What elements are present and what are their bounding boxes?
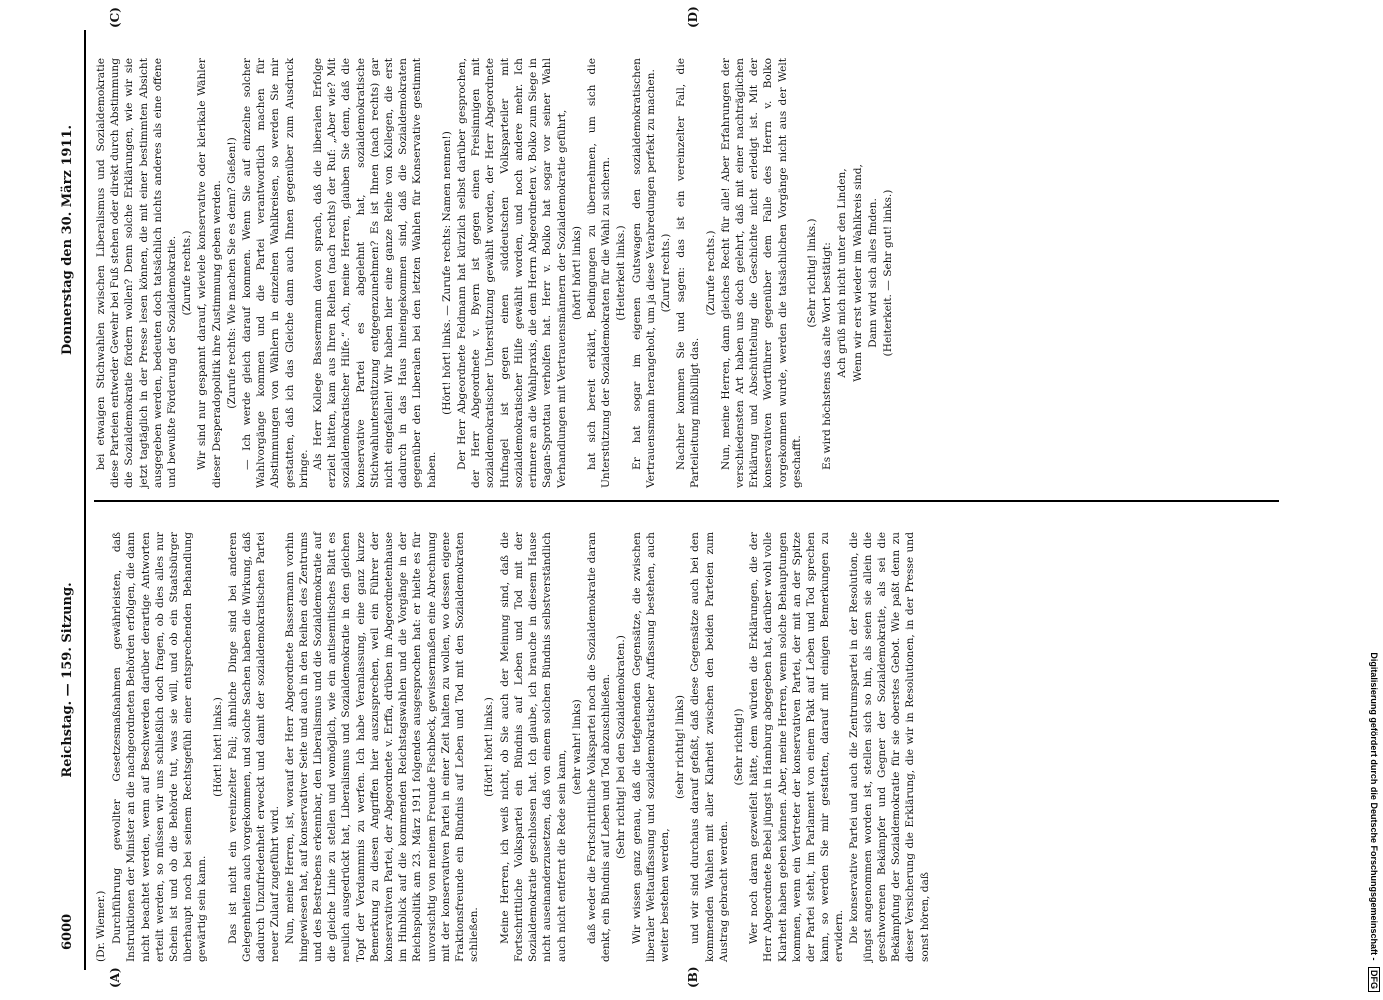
margin-mark-d: (D)	[686, 6, 700, 28]
interjection: (Zurufe rechts: Wie machen Sie es denn? Gießen!)	[225, 137, 238, 409]
dfg-logo: DFG	[1368, 967, 1380, 992]
paragraph: — Ich werde gleich darauf kommen. Wenn Sie auf einzelne solcher Wahlvorgänge kommen und die Partei verantwortlich machen für Abstimmungen von Wählern in einzelnen Wahlkreisen, so werden Sie mir gestatten, daß ich das Gleiche dann auch Ihnen gegenüber zum Ausdruck bringe.	[241, 58, 310, 488]
left-column	[94, 532, 932, 962]
margin-mark-c: (C)	[108, 7, 122, 28]
paragraph: Nun, meine Herren, ist, worauf der Herr Abgeordnete Bassermann vorhin hingewiesen hat, auf konservativer Seite und auch in den Reihen des Zentrums und des Bestrebens erkennbar, den Liberalismus und die Sozialdemokratie auf die gleiche Linie zu stellen und womöglich, wie ein antisemitisches Blatt es neulich ausgedrückt hat, Liberalismus und Sozialdemokratie in den gleichen Topf der Verdammnis zu werfen. Ich habe Veranlassung, eine ganz kurze Bemerkung zu diesen Angriffen hier auszusprechen, weil ein Führer der konservativen Partei, der Abgeordnete v. Erffa, drüben im Abgeordnetenhause im Hinblick auf die kommenden Reichstagswahlen und die Vorgänge in der Reichspolitik am 23. März 1911 folgendes ausgesprochen hat: er hielte es für unvorsichtig von meinem Freunde Fischbeck, gewissermaßen eine Abrechnung mit der konservativen Partei in einer Zeit halten zu wollen, wo dessen eigene Fraktionsfreunde ein Bündnis auf Leben und Tod mit den Sozialdemokraten schließen.	[283, 532, 481, 962]
interjection: (Zurufe rechts.)	[181, 230, 194, 316]
interjection: (Sehr richtig! bei den Sozialdemokraten.)	[615, 635, 628, 859]
paragraph: daß weder die Fortschrittliche Volkspartei noch die Sozialdemokratie daran denkt, ein Bündnis auf Leben und Tod abzuschließen.	[585, 532, 613, 962]
interjection: (sehr richtig! links)	[674, 695, 687, 799]
paragraph: Wir sind nur gespannt darauf, wieviele konservative oder klerikale Wähler dieser Desperadopolitik ihre Zustimmung geben werden.	[196, 58, 223, 488]
paragraph: bei etwaigen Stichwahlen zwischen Liberalismus und Sozialdemokratie diese Parteien entweder Gewehr bei Fuß stehen oder direkt durch Abstimmung die Sozialdemokratie fördern wollen? Denn solche Erklärungen, wie wir sie jetzt tagtäglich in der Presse lesen können, die mit einer bestimmten Absicht ausgegeben werden, bedeuten doch tatsächlich nichts anderes als eine offene und bewußte Förderung der Sozialdemokratie.	[95, 58, 179, 488]
paragraph: Der Herr Abgeordnete Feldmann hat kürzlich selbst darüber gesprochen, der Herr Abgeordnete v. Byern ist gegen einen Freisinnigen mit sozialdemokratischer Unterstützung gewählt worden, der Herr Abgeordnete Hufnagel ist gegen einen süddeutschen Volksparteiler mit sozialdemokratischer Hilfe gewählt worden, und noch andere mehr. Ich erinnere an die Wahlpraxis, die dem Herrn Abgeordneten v. Bolko zum Siege in Sagan-Sprottau verholfen hat. Herr v. Bolko hat sogar vor seiner Wahl Verhandlungen mit Vertrauensmännern der Sozialdemokratie geführt,	[456, 58, 568, 488]
paragraph: Meine Herren, ich weiß nicht, ob Sie auch der Meinung sind, daß die Fortschrittliche Volkspartei ein Bündnis auf Leben und Tod mit der Sozialdemokratie geschlossen hat. Ich glaube, ich brauche in diesem Hause nicht auseinanderzusetzen, daß von einem solchen Bündnis selbstverständlich auch nicht entfernt die Rede sein kann,	[498, 532, 568, 962]
paragraph: Die konservative Partei und auch die Zentrumspartei in der Resolution, die jüngst angenommen worden ist, stellen sich so hin, als seien sie allein die geschworenen Bekämpfer und Gegner der Sozialdemokratie, als sei die Bekämpfung der Sozialdemokratie für sie oberstes Gebot. Wie paßt denn zu dieser Versicherung die Erklärung, die wir in Resolutionen, in der Presse und sonst hören, daß	[847, 532, 931, 962]
paragraph: hat sich bereit erklärt, Bedingungen zu übernehmen, um sich die Unterstützung der Sozialdemokraten für die Wahl zu sichern.	[585, 58, 613, 488]
paragraph: und wir sind durchaus darauf gefaßt, daß diese Gegensätze auch bei den kommenden Wahlen mit aller Klarheit zwischen den beiden Parteien zum Austrag gebracht werden.	[689, 532, 730, 962]
paragraph: Das ist nicht ein vereinzelter Fall; ähnliche Dinge sind bei anderen Gelegenheiten auch vorgekommen, und solche Sachen haben die Wirkung, daß dadurch Unzufriedenheit erweckt und damit der sozialdemokratischen Partei neuer Zulauf zugeführt wird.	[226, 532, 282, 962]
interjection: (Hört! hört! links.)	[483, 697, 496, 797]
column-divider	[94, 500, 1279, 502]
digitization-credit-text: Digitalisierung gefördert durch die Deutsche Forschungsgemeinschaft -	[1369, 652, 1379, 961]
page-number: 6000	[60, 913, 75, 950]
interjection: (Heiterkeit links.)	[615, 225, 628, 321]
right-column	[94, 58, 896, 488]
interjection: (Heiterkeit. — Sehr gut! links.)	[881, 189, 894, 357]
interjection: (Hört! hört! links.)	[211, 697, 224, 797]
margin-mark-b: (B)	[686, 966, 700, 988]
interjection: (Zuruf rechts.)	[659, 233, 672, 313]
speaker-name: (Dr. Wiemer.)	[95, 890, 107, 962]
paragraph: Nachher kommen Sie und sagen: das ist ein vereinzelter Fall, die Parteileitung mißbilligt das.	[675, 58, 702, 488]
interjection: (hört! hört! links)	[570, 226, 583, 321]
interjection: Dann wird sich alles finden.	[866, 198, 879, 348]
margin-mark-a: (A)	[108, 967, 122, 988]
paragraph: Als Herr Kollege Bassermann davon sprach, daß die liberalen Erfolge erzielt hätten, kam aus Ihren Reihen (nach rechts) der Ruf: „Aber wie? Mit sozialdemokratischer Hilfe.“ Ach, meine Herren, glauben Sie denn, daß die konservative Partei es abgelehnt hat, sozialdemokratische Stichwahlunterstützung entgegenzunehmen? Es ist Ihnen (nach rechts) gar nicht eingefallen! Wir haben hier eine ganze Reihe von Kollegen, die erst dadurch in das Haus hineingekommen sind, daß die Sozialdemokraten gegenüber den Liberalen bei den letzten Wahlen für Konservative gestimmt haben.	[312, 58, 438, 488]
interjection: (Sehr richtig!)	[732, 708, 745, 786]
session-heading: Reichstag. — 159. Sitzung.	[60, 582, 75, 778]
paragraph: Wir wissen ganz genau, daß die tiefgehenden Gegensätze, die zwischen liberaler Weltauffassung und sozialdemokratischer Auffassung bestehen, auch weiter bestehen werden,	[630, 532, 671, 962]
paragraph: Nun, meine Herren, dann gleiches Recht für alle! Aber Erfahrungen der verschiedensten Art haben uns doch gelehrt, daß mit einer nachträglichen Erklärung und Abschüttelung die Geschichte nicht erledigt ist. Mit der konservativen Wortführer gegenüber dem Falle des Herrn v. Bolko vorgekommen wurde, werden die tatsächlichen Vorgänge nicht aus der Welt geschafft.	[719, 58, 803, 488]
paragraph: Es wird höchstens das alte Wort bestätigt:	[821, 242, 834, 470]
left-column-text	[110, 532, 932, 962]
interjection: (Zurufe rechts.)	[704, 230, 717, 316]
date-heading: Donnerstag den 30. März 1911.	[60, 124, 75, 356]
paragraph: Wer noch daran gezweifelt hätte, dem würden die Erklärungen, die der Herr Abgeordnete Bebel jüngst in Hamburg abgegeben hat, darüber wohl volle Klarheit haben geben können. Aber, meine Herren, wenn solche Behauptungen kommen, wenn ein Vertreter der konservativen Partei, der mit an der Spitze der Partei steht, im Parlament von einem Pakt auf Leben und Tod sprechen kann, so werden Sie mir gestatten, darauf mit einigen Bemerkungen zu erwidern.	[748, 532, 846, 962]
paragraph: Durchführung gewollter Gesetzesmaßnahmen gewährleisten, daß Instruktionen der Minister an die nachgeordneten Behörden erfolgen, die dann nicht beachtet werden, wenn auf Beschwerden darüber derartige Antworten erteilt werden, so müssen wir uns schließlich doch fragen, ob dies alles nur Schein ist und ob die Behörde tut, was sie will, und ob ein Staatsbürger überhaupt noch bei seinem Rechtsgefühl einer entsprechenden Behandlung gewärtig sein kann.	[111, 532, 209, 962]
interjection: Ach grüß mich nicht unter den Linden,	[836, 168, 849, 378]
page-header	[58, 30, 86, 970]
interjection: Wenn wir erst wieder im Wahlkreis sind,	[851, 164, 864, 382]
right-column-text	[94, 58, 895, 488]
interjection: (Hört! hört! links. — Zurufe rechts: Namen nennen!)	[440, 131, 453, 415]
paragraph: Er hat sogar im eigenen Gutswagen den sozialdemokratischen Vertrauensmann herangeholt, um ja diese Verabredungen perfekt zu machen.	[630, 58, 657, 488]
interjection: (sehr wahr! links)	[570, 699, 583, 795]
interjection: (Sehr richtig! links.)	[805, 218, 818, 328]
